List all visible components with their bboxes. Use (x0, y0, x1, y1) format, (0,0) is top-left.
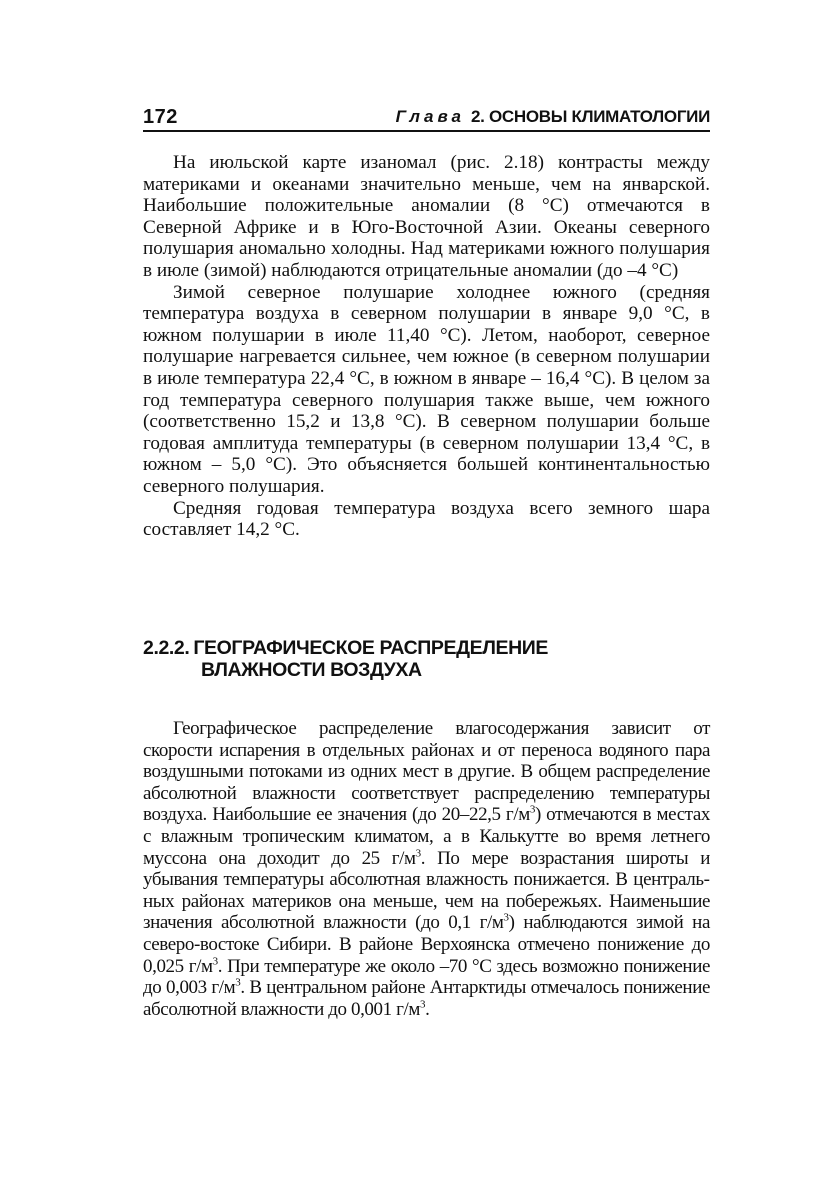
section-title-line-1: ГЕОГРАФИЧЕСКОЕ РАСПРЕДЕЛЕНИЕ (193, 637, 548, 659)
paragraph-global-mean: Средняя годовая температура воздуха всего земного шара составляет 14,2 °С. (143, 497, 710, 541)
chapter-title: 2. ОСНОВЫ КЛИМАТОЛОГИИ (470, 107, 710, 126)
section-title-line-2: ВЛАЖНОСТИ ВОЗДУХА (201, 659, 422, 681)
text-run: . (425, 998, 430, 1020)
superscript: 3 (212, 955, 218, 968)
running-head (396, 107, 710, 127)
paragraph-humidity (143, 718, 710, 1020)
section-text (143, 718, 710, 1020)
text-run: Географическое распределение влагосодержания зависит от скорости испарения в отдельных районах и от переноса водяного пара воздушными потоками из одних мест в другие. В общем распределение абсолютной влажности соответствует распределению температуры воздуха. Наибольшие ее значения (до 20–22,5 г/м (143, 718, 710, 826)
section-number: 2.2.2. (143, 637, 190, 659)
paragraph-anomalies: На июльской карте изаномал (рис. 2.18) контрасты между материками и океанами значительно меньше, чем на январской. Наибольшие положительные аномалии (8 °С) отмечаются в Северной Африке и в Юго-Восточной Азии. Океаны северного полушария аномально холодны. Над материками южного полушария в июле (зимой) наблюдаются отрицательные аномалии (до –4 °С) (143, 152, 710, 281)
superscript: 3 (419, 998, 426, 1011)
main-text (143, 152, 710, 541)
superscript: 3 (503, 912, 509, 925)
chapter-word: Глава (395, 107, 465, 126)
text-run: . По мере возрастания широты и убывания температуры абсолютная влажность понижается. В центральных районах материков она меньше, чем на побережьях. Наименьшие значения абсолютной влажности (до 0,1 г/м (143, 847, 710, 934)
section-heading (143, 637, 710, 681)
running-header (143, 104, 710, 132)
superscript: 3 (529, 804, 535, 817)
text-run: . В центральном районе Антарктиды отмечалось понижение абсолютной влажности до 0,001 г/м (143, 977, 710, 1020)
paragraph-hemispheres: Зимой северное полушарие холоднее южного (средняя температура воздуха в северном полушарии в январе 9,0 °С, в южном полушарии в июле 11,40 °С). Летом, наоборот, северное полушарие нагревается сильнее, чем южное (в северном полушарии в июле температура 22,4 °С, в южном в январе – 16,4 °С). В целом за год температура северного полушария также выше, чем южного (соответственно 15,2 и 13,8 °С). В северном полушарии больше годовая амплитуда температуры (в северном полушарии 13,4 °С, в южном – 5,0 °С). Это объясняется большей континентальностью северного полушария. (143, 281, 710, 497)
superscript: 3 (235, 976, 241, 989)
superscript: 3 (415, 847, 421, 860)
text-run: ) наблюдаются зимой на северо-востоке Сибири. В районе Верхоянска отмечено понижение до 0,025 г/м (143, 912, 710, 977)
text-run: . При температуре же около –70 °С здесь возможно понижение до 0,003 г/м (143, 955, 710, 999)
page-number: 172 (143, 106, 178, 128)
text-run: ) отмечаются в местах с влажным тропическим климатом, а в Калькутте во время летнего муссона она доходит до 25 г/м (143, 804, 710, 869)
